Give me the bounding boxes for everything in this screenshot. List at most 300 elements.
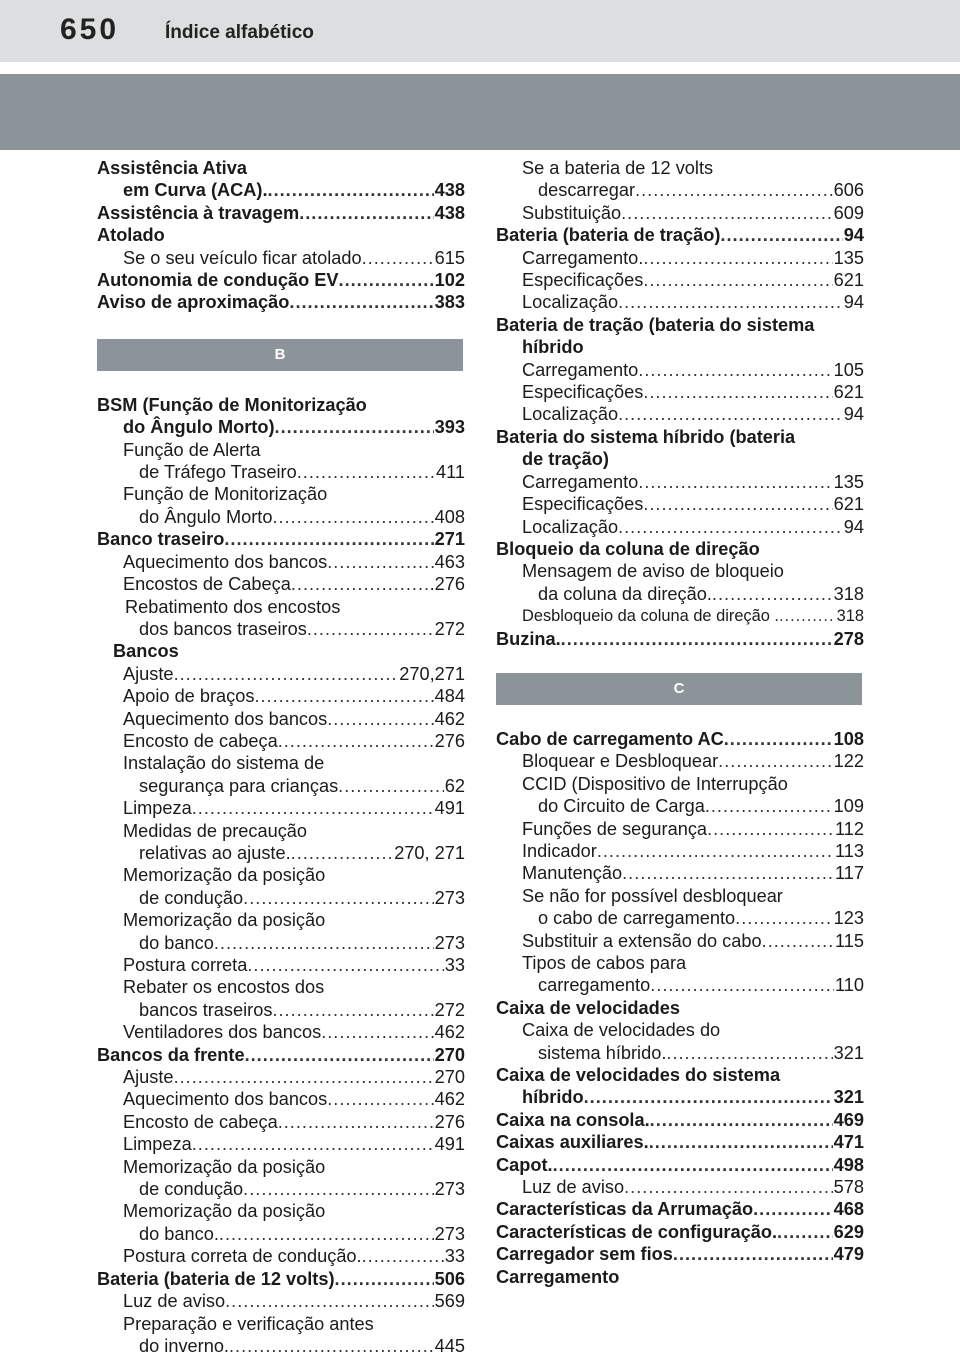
entry-text: Luz de aviso xyxy=(123,1291,226,1312)
entry-text: Limpeza xyxy=(123,1134,192,1155)
index-subentry xyxy=(496,840,864,862)
entry-text: BSM (Função de Monitorização xyxy=(97,394,367,415)
entry-text: Caixa na consola. xyxy=(496,1109,650,1130)
page-reference: 112 xyxy=(835,818,864,839)
index-heading xyxy=(97,1268,465,1290)
dot-leader xyxy=(650,974,834,996)
index-subentry xyxy=(97,999,465,1021)
entry-text: Aquecimento dos bancos xyxy=(123,708,328,729)
dot-leader xyxy=(192,1133,434,1155)
dot-leader xyxy=(643,247,832,269)
index-subentry xyxy=(97,1200,465,1222)
index-subentry xyxy=(496,974,864,996)
index-subentry xyxy=(496,516,864,538)
index-heading xyxy=(496,1198,864,1220)
entry-text: Aviso de aproximação xyxy=(97,292,290,313)
page-reference: 462 xyxy=(434,1089,465,1110)
entry-text: do Ângulo Morto xyxy=(139,506,273,527)
page-reference: 110 xyxy=(835,975,864,996)
index-heading xyxy=(496,1064,864,1086)
index-subentry xyxy=(496,247,864,269)
page-reference: 462 xyxy=(434,708,465,729)
index-subentry xyxy=(496,818,864,840)
index-subentry xyxy=(97,506,465,528)
entry-text: da coluna da direção. xyxy=(538,583,712,604)
page-reference: 445 xyxy=(434,1335,465,1356)
entry-text: Encosto de cabeça xyxy=(123,730,278,751)
entry-text: Funções de segurança xyxy=(522,818,708,839)
index-heading xyxy=(97,416,465,438)
page-reference: 621 xyxy=(833,382,864,403)
index-heading xyxy=(97,157,465,179)
page-reference: 273 xyxy=(434,1223,465,1244)
dot-leader xyxy=(174,1066,434,1088)
dot-leader xyxy=(707,818,834,840)
index-subentry xyxy=(97,1133,465,1155)
dot-leader xyxy=(712,583,833,605)
dot-leader xyxy=(272,506,433,528)
dot-leader xyxy=(584,1086,833,1108)
index-subentry xyxy=(496,471,864,493)
index-subentry xyxy=(97,483,465,505)
index-heading xyxy=(97,1044,465,1066)
entry-text: Ventiladores dos bancos xyxy=(123,1022,322,1043)
dot-leader xyxy=(635,179,833,201)
dot-leader xyxy=(225,1290,434,1312)
page-reference: 105 xyxy=(833,359,864,380)
dot-leader xyxy=(705,795,833,817)
index-subentry xyxy=(97,775,465,797)
index-subentry xyxy=(496,1019,864,1041)
dot-leader xyxy=(618,403,843,425)
index-subentry xyxy=(97,909,465,931)
dot-leader xyxy=(777,1221,833,1243)
entry-text: híbrido xyxy=(522,337,584,358)
page-reference: 276 xyxy=(434,1111,465,1132)
entry-text: Bateria (bateria de tração) xyxy=(496,225,721,246)
page-reference: 569 xyxy=(434,1291,465,1312)
entry-text: Aquecimento dos bancos xyxy=(123,1089,328,1110)
entry-text: do inverno. xyxy=(139,1335,229,1356)
index-heading xyxy=(97,528,465,550)
dot-leader xyxy=(362,1245,444,1267)
entry-text: Instalação do sistema de xyxy=(123,753,325,774)
entry-text: Caixa de velocidades do sistema xyxy=(496,1065,781,1086)
page-reference: 408 xyxy=(434,506,465,527)
entry-text: relativas ao ajuste. xyxy=(139,842,291,863)
page-reference: 270 xyxy=(434,1067,465,1088)
dot-leader xyxy=(618,291,843,313)
index-subentry xyxy=(97,1335,465,1357)
entry-text: Bancos xyxy=(113,641,179,662)
dot-leader xyxy=(335,1268,434,1290)
dot-leader xyxy=(245,1044,434,1066)
dot-leader xyxy=(268,179,434,201)
entry-text: Banco traseiro xyxy=(97,529,225,550)
index-column-right xyxy=(496,157,864,1288)
entry-text: Memorização da posição xyxy=(123,910,326,931)
dot-leader xyxy=(724,728,833,750)
index-subentry xyxy=(97,797,465,819)
entry-text: do banco xyxy=(139,932,214,953)
page-reference: 33 xyxy=(444,1246,465,1267)
index-subentry xyxy=(97,864,465,886)
page-reference: 318 xyxy=(833,583,864,604)
index-subentry xyxy=(496,750,864,772)
dot-leader xyxy=(338,775,444,797)
dot-leader xyxy=(297,461,435,483)
entry-text: Carregamento xyxy=(496,1266,620,1287)
index-heading xyxy=(97,224,465,246)
index-subentry xyxy=(97,1313,465,1335)
index-heading xyxy=(496,1086,864,1108)
entry-text: Bateria (bateria de 12 volts) xyxy=(97,1268,335,1289)
index-subentry xyxy=(97,1290,465,1312)
entry-text: Bloqueio da coluna de direção xyxy=(496,538,760,559)
index-subentry xyxy=(97,685,465,707)
entry-text: Se o seu veículo ficar atolado xyxy=(123,247,362,268)
page-number: 650 xyxy=(60,13,120,46)
entry-text: Apoio de braços xyxy=(123,686,255,707)
page-reference: 321 xyxy=(833,1042,864,1063)
entry-text: Função de Alerta xyxy=(123,439,261,460)
page-reference: 108 xyxy=(833,728,864,749)
page-reference: 273 xyxy=(434,932,465,953)
entry-text: Encostos de Cabeça xyxy=(123,574,291,595)
entry-text: Indicador xyxy=(522,840,597,861)
dot-leader xyxy=(289,291,433,313)
page-reference: 272 xyxy=(434,999,465,1020)
page-reference: 278 xyxy=(833,628,864,649)
index-subentry xyxy=(496,202,864,224)
page-reference: 578 xyxy=(833,1177,864,1198)
entry-text: Medidas de precaução xyxy=(123,820,308,841)
entry-text: Carregamento xyxy=(522,359,639,380)
index-subentry xyxy=(97,1156,465,1178)
entry-text: de condução xyxy=(139,887,244,908)
index-subentry xyxy=(496,179,864,201)
entry-text: Substituição xyxy=(522,202,622,223)
index-subentry xyxy=(97,439,465,461)
entry-text: Localização xyxy=(522,404,619,425)
index-block xyxy=(97,394,465,1357)
entry-text: Bateria do sistema híbrido (bateria xyxy=(496,426,796,447)
index-subentry xyxy=(496,773,864,795)
index-subentry xyxy=(97,551,465,573)
entry-text: Carregamento xyxy=(522,471,639,492)
index-heading xyxy=(496,224,864,246)
page-reference: 479 xyxy=(833,1244,864,1265)
entry-text: Carregamento. xyxy=(522,247,644,268)
entry-text: Bateria de tração (bateria do sistema xyxy=(496,314,815,335)
entry-text: Manutenção xyxy=(522,863,623,884)
entry-text: Rebater os encostos dos xyxy=(123,977,325,998)
index-block xyxy=(97,157,465,314)
index-heading xyxy=(496,1221,864,1243)
entry-text: Ajuste xyxy=(123,663,174,684)
page-reference: 438 xyxy=(434,202,465,223)
page-reference: 411 xyxy=(436,462,465,483)
index-subentry xyxy=(97,730,465,752)
page-reference: 393 xyxy=(434,417,465,438)
entry-text: Preparação e verificação antes xyxy=(123,1313,374,1334)
page-reference: 273 xyxy=(434,887,465,908)
page-reference: 463 xyxy=(434,551,465,572)
entry-text: Tipos de cabos para xyxy=(522,953,687,973)
index-subentry xyxy=(496,862,864,884)
index-heading xyxy=(496,1243,864,1265)
entry-text: Rebatimento dos encostos xyxy=(125,596,341,617)
index-heading xyxy=(97,291,465,313)
page-reference: 491 xyxy=(434,1134,465,1155)
dot-leader xyxy=(779,605,836,627)
index-subentry xyxy=(97,618,465,640)
entry-text: Desbloqueio da coluna de direção . xyxy=(522,607,779,626)
index-subentry xyxy=(496,583,864,605)
page-reference: 135 xyxy=(833,247,864,268)
index-heading xyxy=(97,269,465,291)
page-reference: 484 xyxy=(434,686,465,707)
page-reference: 113 xyxy=(835,840,864,861)
index-subentry xyxy=(97,1088,465,1110)
entry-text: Localização xyxy=(522,292,619,313)
dot-leader xyxy=(278,730,434,752)
entry-text: Buzina. xyxy=(496,628,561,649)
entry-text: do Circuito de Carga xyxy=(538,796,705,817)
dot-leader xyxy=(327,1088,433,1110)
dot-leader xyxy=(224,528,433,550)
index-subentry xyxy=(97,461,465,483)
index-subentry xyxy=(97,842,465,864)
dot-leader xyxy=(247,954,443,976)
index-block xyxy=(496,728,864,1288)
entry-text: Atolado xyxy=(97,225,165,246)
entry-text: Carregador sem fios xyxy=(496,1244,673,1265)
dot-leader xyxy=(622,862,834,884)
page-reference: 270,271 xyxy=(399,663,465,684)
entry-text: Postura correta de condução. xyxy=(123,1246,362,1267)
entry-text: dos bancos traseiros xyxy=(139,618,307,639)
section-letter-c: C xyxy=(496,673,862,705)
dot-leader xyxy=(229,1335,434,1357)
dot-leader xyxy=(643,381,832,403)
dot-leader xyxy=(219,1223,434,1245)
index-heading xyxy=(97,640,465,662)
page-title: Índice alfabético xyxy=(165,22,314,43)
index-subentry xyxy=(496,269,864,291)
dot-leader xyxy=(561,628,833,650)
page-reference: 383 xyxy=(434,292,465,313)
entry-text: Encosto de cabeça xyxy=(123,1111,278,1132)
entry-text: Ajuste xyxy=(123,1067,174,1088)
index-subentry xyxy=(97,752,465,774)
index-heading xyxy=(496,448,864,470)
entry-text: Mensagem de aviso de bloqueio xyxy=(522,561,784,582)
index-heading xyxy=(496,538,864,560)
page-reference: 33 xyxy=(444,955,465,975)
entry-text: Especificações xyxy=(522,382,644,403)
entry-text: de condução xyxy=(139,1179,244,1200)
index-subentry xyxy=(97,932,465,954)
index-heading xyxy=(97,202,465,224)
page-reference: 318 xyxy=(836,607,864,626)
page-reference: 621 xyxy=(833,494,864,515)
index-subentry xyxy=(496,560,864,582)
entry-text: CCID (Dispositivo de Interrupção xyxy=(522,773,788,794)
index-subentry xyxy=(496,795,864,817)
dot-leader xyxy=(673,1243,833,1265)
dot-leader xyxy=(643,493,832,515)
entry-text: Características da Arrumação xyxy=(496,1199,754,1220)
index-subentry xyxy=(97,1245,465,1267)
entry-text: Memorização da posição xyxy=(123,865,326,886)
entry-text: sistema híbrido. xyxy=(538,1042,667,1063)
index-heading xyxy=(496,1131,864,1153)
index-subentry xyxy=(97,573,465,595)
dot-leader xyxy=(720,224,842,246)
entry-text: Autonomia de condução EV xyxy=(97,270,339,291)
index-heading xyxy=(97,179,465,201)
dot-leader xyxy=(327,551,433,573)
entry-text: Características de configuração. xyxy=(496,1221,778,1242)
index-subentry xyxy=(97,1111,465,1133)
dot-leader xyxy=(362,247,434,269)
index-subentry xyxy=(97,247,465,269)
index-subentry xyxy=(496,907,864,929)
entry-text: Especificações xyxy=(522,270,644,291)
dot-leader xyxy=(597,840,834,862)
index-subentry xyxy=(496,885,864,907)
page-reference: 273 xyxy=(434,1179,465,1200)
page-reference: 438 xyxy=(434,180,465,201)
dot-leader xyxy=(649,1131,833,1153)
index-subentry xyxy=(496,381,864,403)
index-subentry xyxy=(496,605,864,627)
entry-text: Aquecimento dos bancos xyxy=(123,551,328,572)
page-reference: 123 xyxy=(833,908,864,929)
dot-leader xyxy=(321,1021,433,1043)
page-reference: 94 xyxy=(843,516,864,537)
entry-text: Caixas auxiliares. xyxy=(496,1132,649,1153)
entry-text: Substituir a extensão do cabo xyxy=(522,930,762,951)
page-reference: 462 xyxy=(434,1022,465,1043)
entry-text: descarregar xyxy=(538,180,636,201)
section-letter-b: B xyxy=(97,339,463,371)
index-column-left xyxy=(97,157,465,1357)
dot-leader xyxy=(762,930,834,952)
page-reference: 471 xyxy=(833,1132,864,1153)
entry-text: segurança para crianças xyxy=(139,775,339,796)
index-subentry xyxy=(97,1066,465,1088)
page-reference: 117 xyxy=(835,863,864,884)
page-reference: 115 xyxy=(835,930,864,951)
index-heading xyxy=(496,1109,864,1131)
entry-text: Postura correta xyxy=(123,955,248,975)
dot-leader xyxy=(618,516,843,538)
entry-text: Especificações xyxy=(522,494,644,515)
index-subentry xyxy=(97,1223,465,1245)
entry-text: Função de Monitorização xyxy=(123,484,328,505)
entry-text: Limpeza xyxy=(123,798,192,819)
entry-text: Caixa de velocidades xyxy=(496,997,680,1018)
index-heading xyxy=(496,336,864,358)
index-subentry xyxy=(97,887,465,909)
dot-leader xyxy=(553,1154,833,1176)
index-subentry xyxy=(97,596,465,618)
dot-leader xyxy=(272,999,433,1021)
entry-text: Bancos da frente xyxy=(97,1044,245,1065)
entry-text: Se não for possível desbloquear xyxy=(522,885,783,906)
index-subentry xyxy=(496,291,864,313)
page-reference: .276 xyxy=(429,574,465,595)
dot-leader xyxy=(339,269,434,291)
index-subentry xyxy=(496,493,864,515)
entry-text: carregamento xyxy=(538,975,651,996)
entry-text: do Ângulo Morto) xyxy=(123,417,275,438)
index-subentry xyxy=(496,157,864,179)
page-reference: 606 xyxy=(833,180,864,201)
entry-text: híbrido xyxy=(522,1087,584,1108)
dot-leader xyxy=(243,1178,433,1200)
dot-leader xyxy=(327,708,433,730)
dot-leader xyxy=(735,907,832,929)
page-reference: 491 xyxy=(434,798,465,819)
index-subentry xyxy=(97,708,465,730)
dot-leader xyxy=(278,1111,434,1133)
index-subentry xyxy=(496,1042,864,1064)
dot-leader xyxy=(275,416,434,438)
page-reference: 122 xyxy=(833,751,864,772)
page-reference: 270, 271 xyxy=(394,842,465,863)
page-reference: 469 xyxy=(833,1109,864,1130)
index-heading xyxy=(496,997,864,1019)
dot-leader xyxy=(638,471,832,493)
index-heading xyxy=(496,628,864,650)
entry-text: o cabo de carregamento xyxy=(538,908,736,929)
entry-text: Assistência à travagem xyxy=(97,202,300,223)
page-reference: 135 xyxy=(833,471,864,492)
index-heading xyxy=(496,1266,864,1288)
entry-text: Cabo de carregamento AC xyxy=(496,728,724,749)
page-reference: 629 xyxy=(833,1221,864,1242)
index-subentry xyxy=(97,954,465,976)
dot-leader xyxy=(666,1042,832,1064)
dot-leader xyxy=(174,663,399,685)
dot-leader xyxy=(214,932,434,954)
dot-leader xyxy=(254,685,433,707)
dot-leader xyxy=(638,359,832,381)
page-reference: 272 xyxy=(434,618,465,639)
entry-text: Caixa de velocidades do xyxy=(522,1020,721,1041)
entry-text: do banco. xyxy=(139,1223,219,1244)
dot-leader xyxy=(753,1198,833,1220)
page-reference: 94 xyxy=(843,225,864,246)
page-reference: 62 xyxy=(444,775,465,796)
index-block xyxy=(496,157,864,650)
index-heading xyxy=(496,314,864,336)
entry-text: Assistência Ativa xyxy=(97,158,247,178)
page-reference: 621 xyxy=(833,270,864,291)
entry-text: Bloquear e Desbloquear xyxy=(522,751,719,772)
entry-text: Memorização da posição xyxy=(123,1156,326,1177)
index-subentry xyxy=(496,930,864,952)
index-subentry xyxy=(97,1178,465,1200)
index-heading xyxy=(97,394,465,416)
header-band xyxy=(0,74,960,150)
entry-text: bancos traseiros xyxy=(139,999,273,1020)
index-heading xyxy=(496,728,864,750)
dot-leader xyxy=(307,618,434,640)
